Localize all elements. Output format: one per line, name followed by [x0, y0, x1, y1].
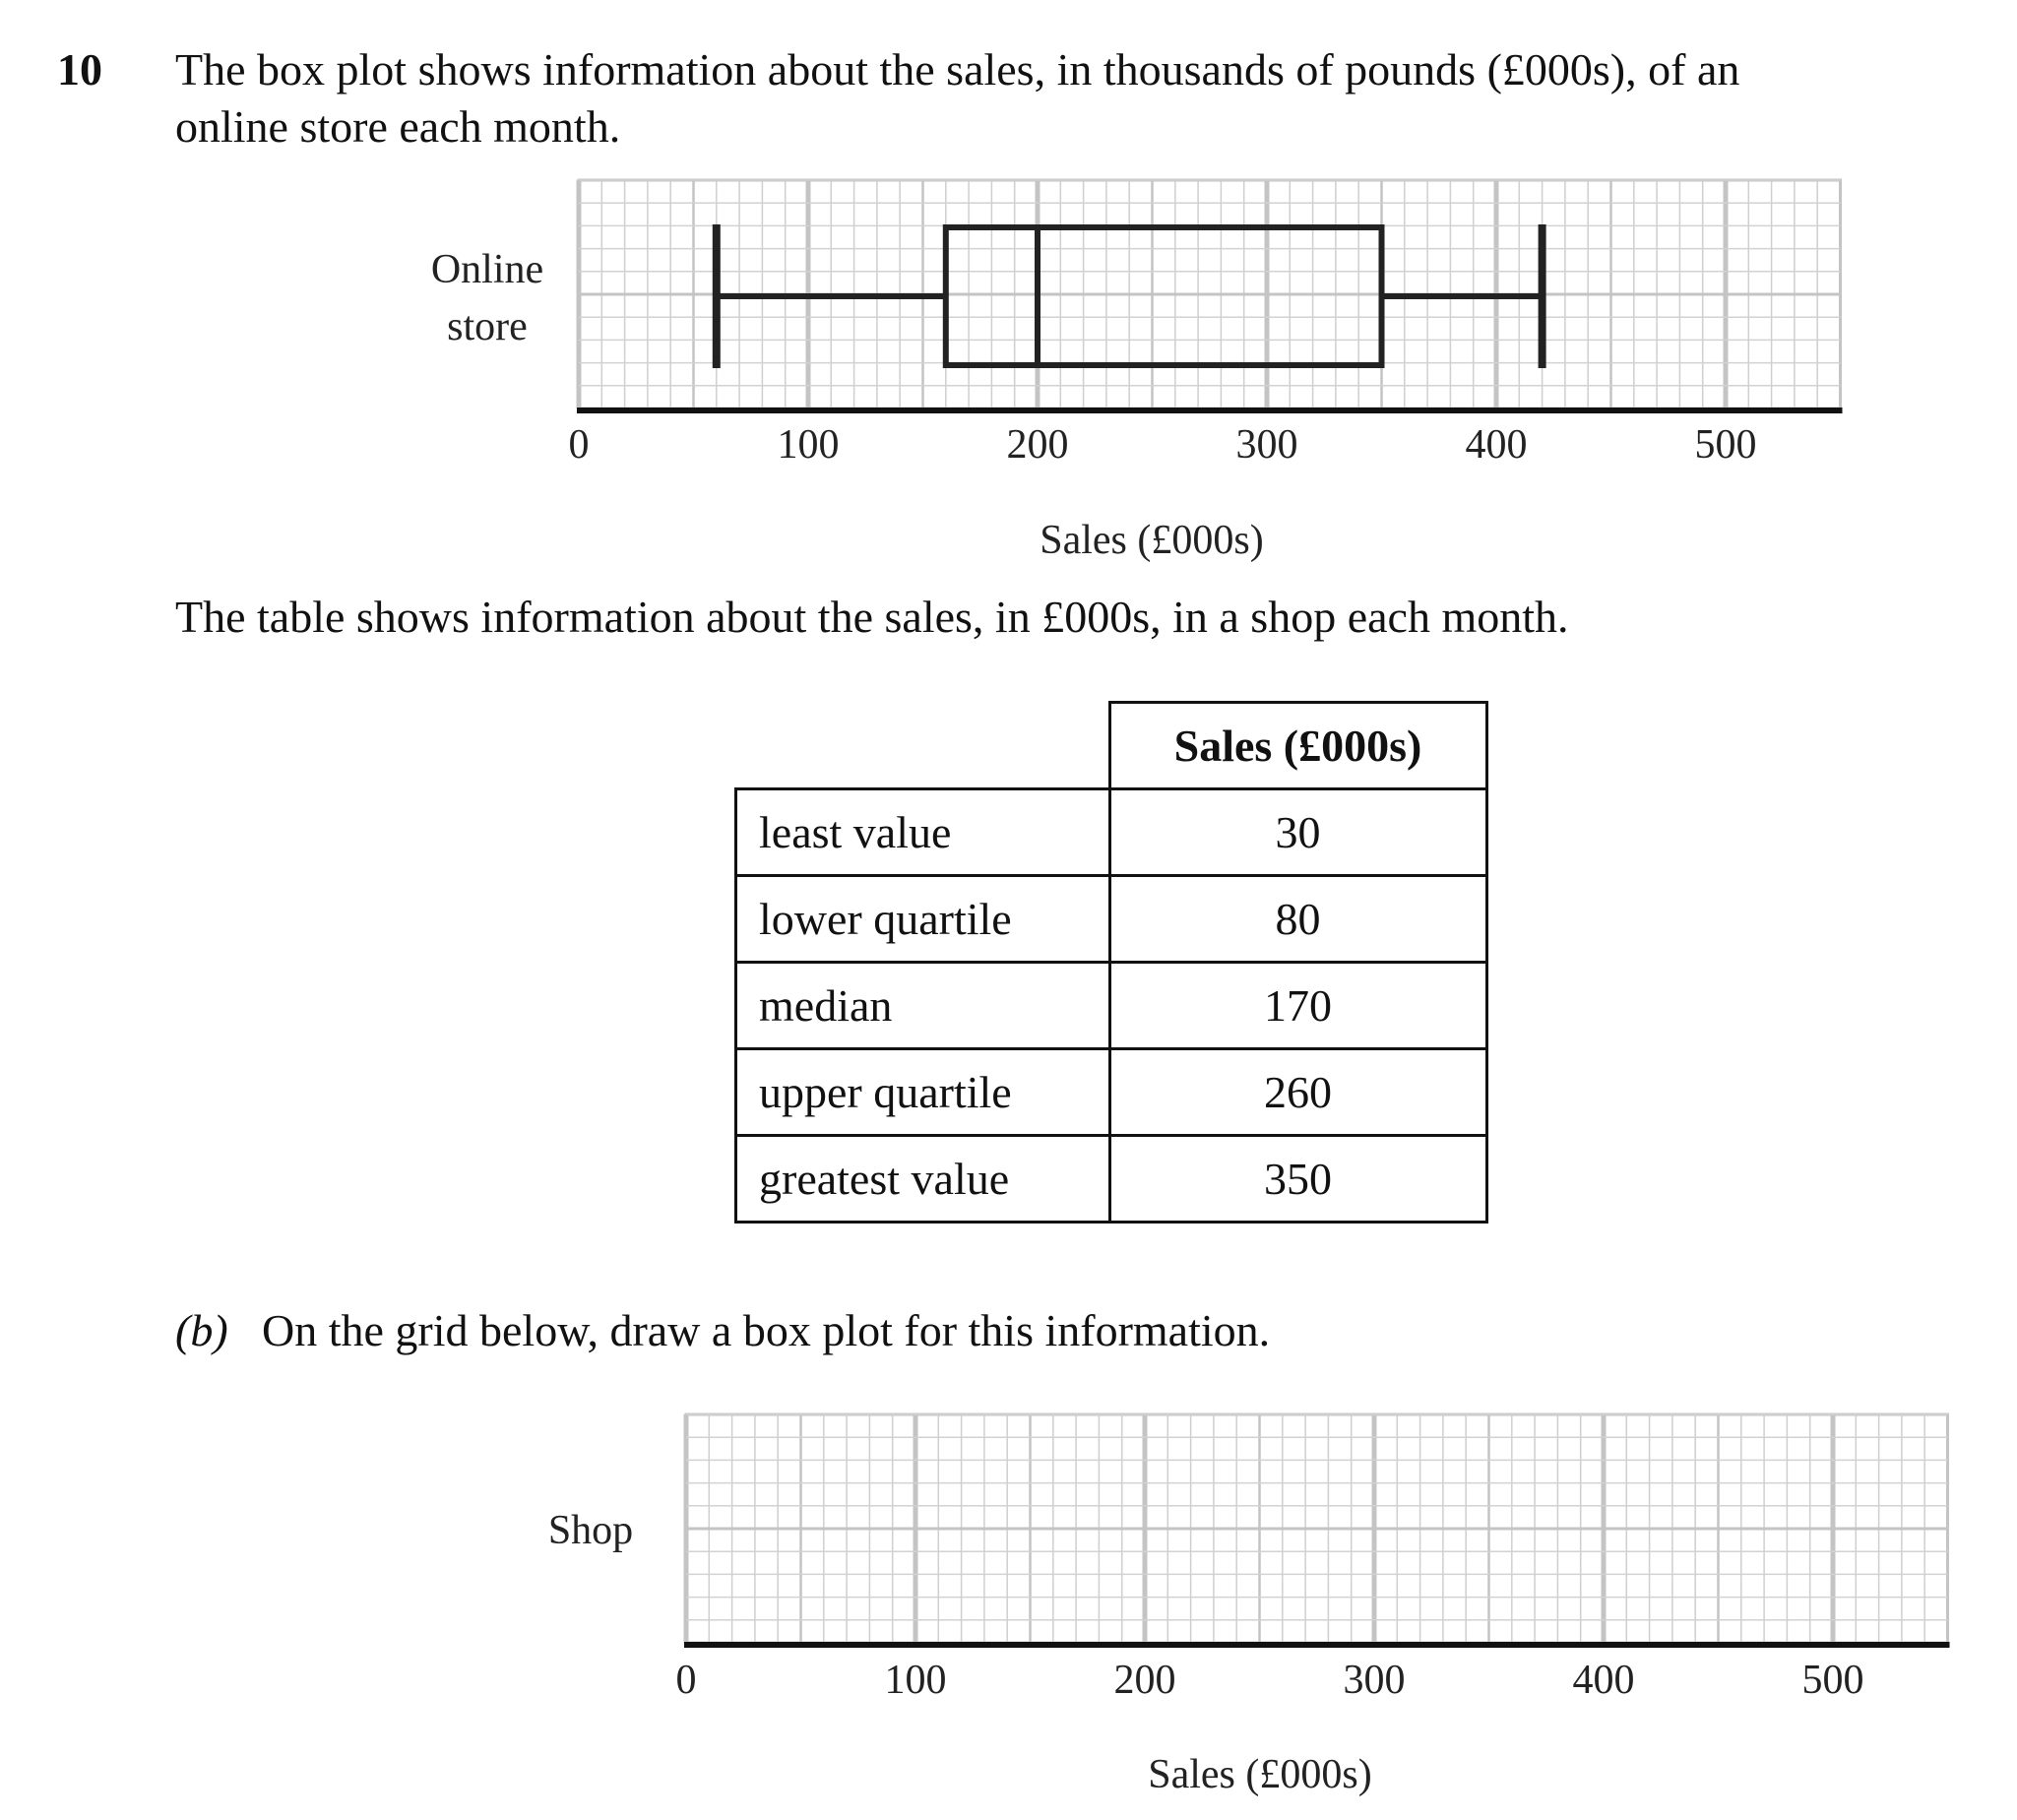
online-tick-label: 200: [1006, 422, 1069, 468]
table-row-value: 80: [1109, 876, 1486, 963]
table-row-value: 260: [1109, 1049, 1486, 1136]
table-row: [736, 1136, 1487, 1223]
table-row-label: median: [736, 963, 1110, 1049]
online-x-axis-label: Sales (£000s): [1040, 518, 1264, 563]
table-row-value: 30: [1109, 789, 1486, 876]
online-tick-label: 100: [777, 422, 840, 468]
table-row-value: 170: [1109, 963, 1486, 1049]
table-intro: The table shows information about the sales, in £000s, in a shop each month.: [175, 592, 1569, 642]
question-intro-line-2: online store each month.: [175, 101, 621, 152]
shop-tick-label: 100: [884, 1658, 947, 1703]
shop-tick-label: 300: [1343, 1658, 1406, 1703]
shop-tick-label: 200: [1113, 1658, 1176, 1703]
shop-tick-label: 500: [1801, 1658, 1864, 1703]
part-b-letter: (b): [175, 1305, 228, 1355]
online-tick-label: 0: [568, 422, 590, 468]
table-row: [736, 963, 1487, 1049]
shop-sales-table: [734, 701, 1488, 1224]
question-number: 10: [57, 44, 102, 94]
shop-tick-label: 0: [675, 1658, 697, 1703]
online-tick-label: 300: [1235, 422, 1298, 468]
table-row: [736, 1049, 1487, 1136]
table-header-cell: Sales (£000s): [1109, 703, 1486, 789]
shop-tick-label: 400: [1572, 1658, 1635, 1703]
table-row: [736, 876, 1487, 963]
online-tick-label: 400: [1465, 422, 1528, 468]
table-row-label: least value: [736, 789, 1110, 876]
part-b-label: [175, 1302, 228, 1359]
shop-label: Shop: [547, 1508, 634, 1553]
online-tick-label: 500: [1694, 422, 1757, 468]
table-row: [736, 789, 1487, 876]
table-corner-cell: [736, 703, 1110, 789]
part-b-instruction: On the grid below, draw a box plot for this information.: [262, 1305, 1271, 1355]
table-header-row: [736, 703, 1487, 789]
table-row-label: upper quartile: [736, 1049, 1110, 1136]
table-row-value: 350: [1109, 1136, 1486, 1223]
online-store-label-line-1: Online: [430, 247, 544, 292]
table-row-label: greatest value: [736, 1136, 1110, 1223]
online-store-label-line-2: store: [447, 304, 528, 349]
shop-x-axis-label: Sales (£000s): [1148, 1752, 1372, 1797]
table-row-label: lower quartile: [736, 876, 1110, 963]
question-intro-line-1: The box plot shows information about the sales, in thousands of pounds (£000s), of an: [175, 44, 1740, 94]
